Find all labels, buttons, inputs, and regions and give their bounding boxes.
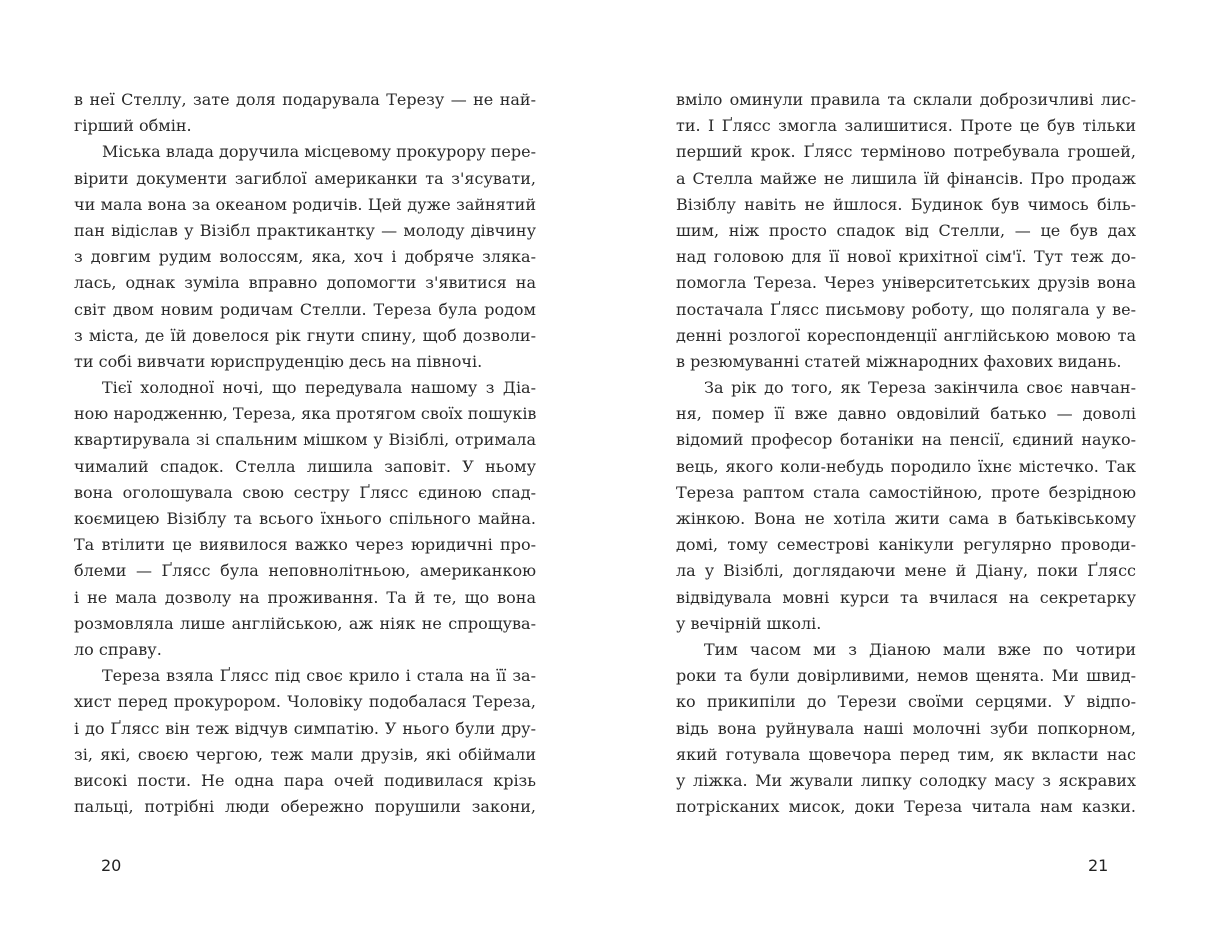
text-line: у вечірній школі.	[676, 613, 822, 633]
right-page-number: 21	[1088, 856, 1109, 875]
text-line: За рік до того, як Тереза закінчила своє навчан-	[704, 378, 1136, 398]
text-line: гірший обмін.	[74, 116, 192, 136]
text-line: вміло оминули правила та склали доброзичливі лис-	[676, 90, 1136, 109]
text-line: високі пости. Не одна пара очей подивилася крізь	[74, 770, 536, 790]
text-line: розмовляла лише англійською, аж ніяк не спрощува-	[74, 613, 536, 633]
text-line: потрісканих мисок, доки Тереза читала нам казки.	[676, 797, 1136, 817]
text-line: чималий спадок. Стелла лишила заповіт. У ньому	[74, 456, 536, 476]
text-line: відвідувала мовні курси та вчилася на секретарку	[676, 587, 1136, 607]
text-line: ко прикипіли до Терези своїми серцями. У відпо-	[676, 692, 1136, 712]
right-page	[603, 0, 1205, 925]
text-line: хист перед прокурором. Чоловіку подобалася Тереза,	[74, 692, 536, 712]
text-line: і до Ґлясс він теж відчув симпатію. У нього були дру-	[74, 718, 536, 738]
text-line: з міста, де їй довелося рік гнути спину, щоб дозволи-	[74, 325, 536, 345]
text-line: Та втілити це виявилося важко через юридичні про-	[74, 535, 536, 555]
text-line: пан відіслав у Візібл практикантку — молоду дівчину	[74, 220, 536, 240]
text-line: перший крок. Ґлясс терміново потребувала грошей,	[676, 142, 1136, 162]
text-line: блеми — Ґлясс була неповнолітньою, американкою	[74, 561, 536, 581]
text-line: а Стелла майже не лишила їй фінансів. Про продаж	[676, 168, 1136, 188]
text-line: вець, якого коли-небудь породило їхнє містечко. Так	[676, 456, 1136, 476]
text-line: жінкою. Вона не хотіла жити сама в батьківському	[676, 509, 1136, 528]
text-line: Тереза раптом стала самостійною, проте безрідною	[676, 482, 1136, 502]
text-line: в резюмуванні статей міжнародних фахових видань.	[676, 351, 1122, 371]
text-line: ла у Візіблі, доглядаючи мене й Діану, поки Ґлясс	[676, 561, 1136, 581]
text-line: зі, які, своєю чергою, теж мали друзів, які обіймали	[74, 744, 536, 764]
text-line: Тереза взяла Ґлясс під своє крило і стала на її за-	[102, 666, 536, 686]
left-page-text	[74, 87, 536, 820]
text-line: відомий професор ботаніки на пенсії, єдиний науко-	[676, 430, 1136, 450]
text-line: чи мала вона за океаном родичів. Цей дуже зайнятий	[74, 194, 536, 214]
left-page-number: 20	[101, 856, 122, 875]
text-line: вірити документи загиблої американки та з'ясувати,	[74, 168, 536, 188]
text-line: постачала Ґлясс письмову роботу, що полягала у ве-	[676, 299, 1136, 319]
text-line: денні розлогої кореспонденції англійською мовою та	[676, 325, 1136, 345]
text-line: домі, тому семестрові канікули регулярно проводи-	[676, 535, 1136, 555]
text-line: коємицею Візіблу та всього їхнього спільного майна.	[74, 509, 536, 528]
text-line: ня, помер її вже давно овдовілий батько — доволі	[676, 404, 1136, 424]
left-page	[0, 0, 602, 925]
text-line: Міська влада доручила місцевому прокурору пере-	[102, 142, 536, 162]
text-line: Тим часом ми з Діаною мали вже по чотири	[704, 639, 1136, 659]
text-line: квартирувала зі спальним мішком у Візіблі, отримала	[74, 430, 536, 450]
text-line: ло справу.	[74, 639, 162, 659]
text-line: над головою для її нової крихітної сім'ї. Тут теж до-	[676, 247, 1136, 267]
text-line: роки та були довірливими, немов щенята. Ми швид-	[676, 666, 1136, 686]
text-line: вона оголошувала свою сестру Ґлясс єдиною спад-	[74, 482, 536, 502]
text-line: відь вона руйнувала наші молочні зуби попкорном,	[676, 718, 1136, 738]
text-line: і не мала дозволу на проживання. Та й те, що вона	[74, 587, 536, 607]
text-line: з довгим рудим волоссям, яка, хоч і добряче зляка-	[74, 247, 536, 267]
text-line: у ліжка. Ми жували липку солодку масу з яскравих	[676, 770, 1136, 790]
text-line: пальці, потрібні люди обережно порушили закони,	[74, 797, 536, 817]
text-line: ною народженню, Тереза, яка протягом своїх пошуків	[74, 404, 537, 424]
text-line: світ двом новим родичам Стелли. Тереза була родом	[74, 299, 536, 319]
text-line: Тієї холодної ночі, що передувала нашому з Діа-	[102, 378, 536, 398]
text-line: Візіблу навіть не йшлося. Будинок був чимось біль-	[676, 194, 1136, 214]
text-line: в неї Стеллу, зате доля подарувала Терезу — не най-	[74, 90, 536, 109]
text-line: який готувала щовечора перед тим, як вкласти нас	[676, 744, 1136, 764]
text-line: помогла Тереза. Через університетських друзів вона	[676, 273, 1136, 293]
right-page-text	[676, 87, 1136, 820]
text-line: шим, ніж просто спадок від Стелли, — це був дах	[676, 220, 1136, 240]
text-line: лась, однак зуміла вправно допомогти з'явитися на	[74, 273, 536, 293]
text-line: ти собі вивчати юриспруденцію десь на півночі.	[74, 351, 483, 371]
text-line: ти. І Ґлясс змогла залишитися. Проте це був тільки	[676, 116, 1136, 136]
